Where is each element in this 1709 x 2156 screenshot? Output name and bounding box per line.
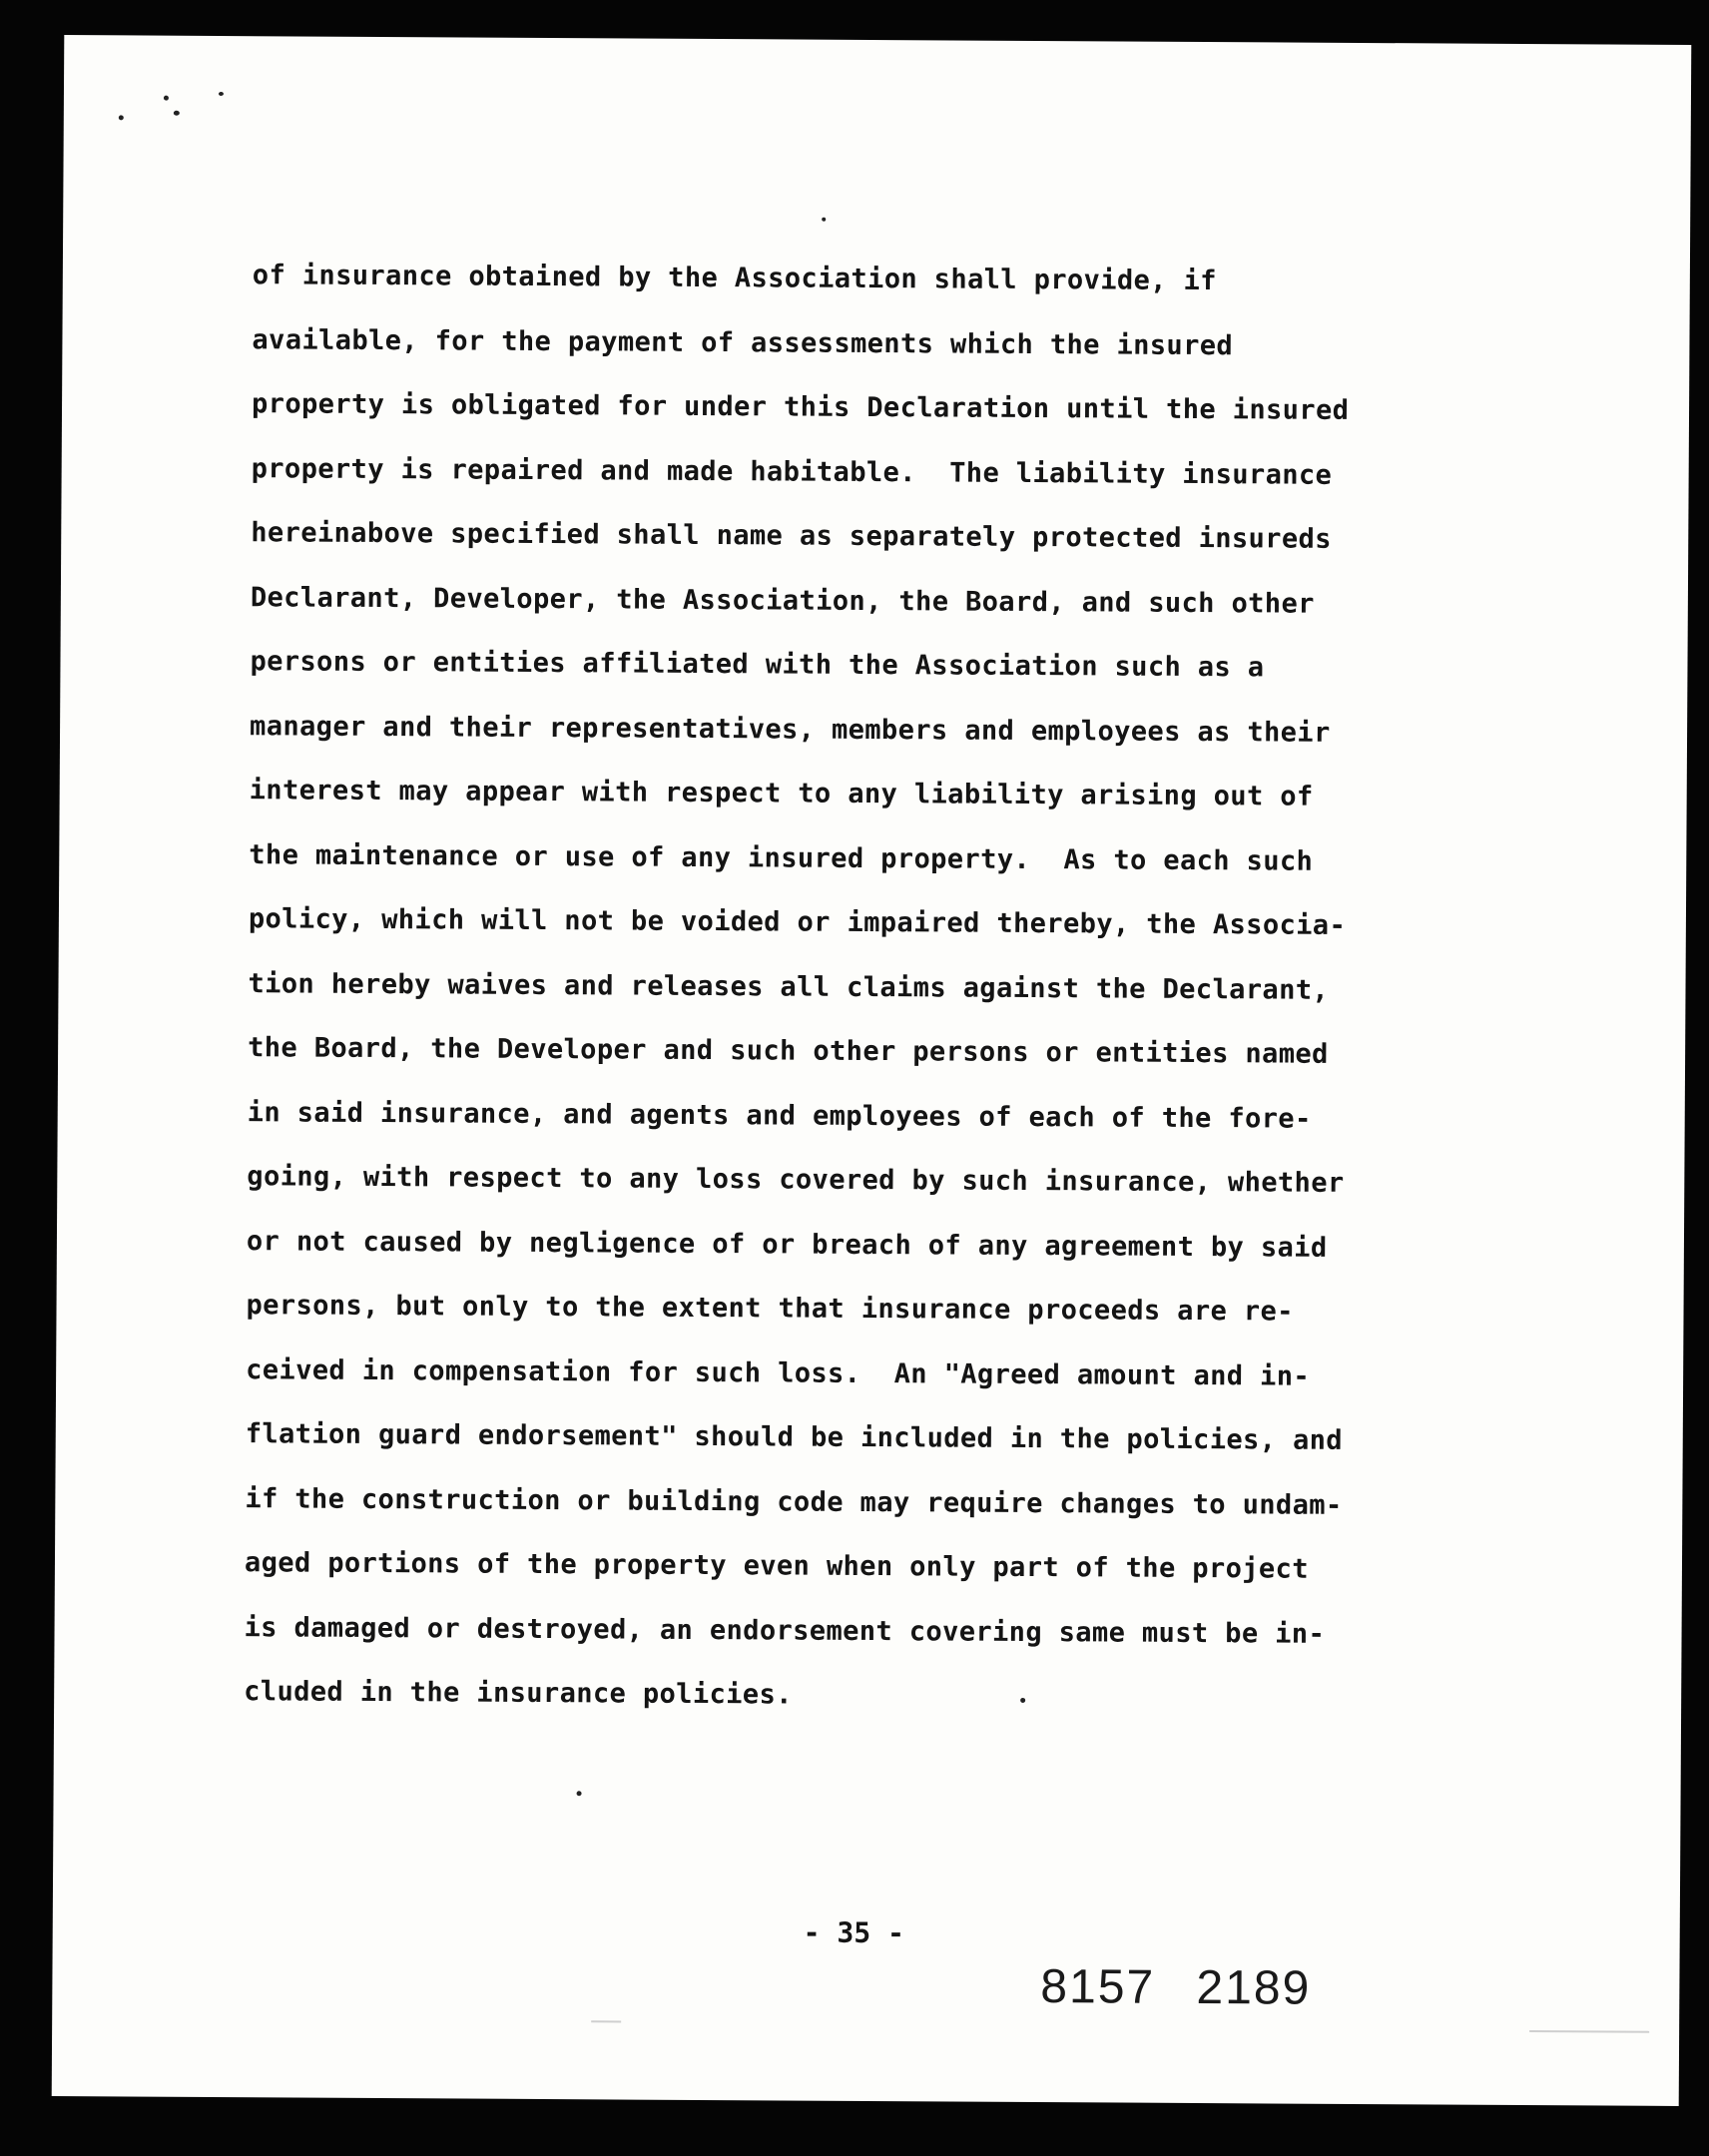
text-line: policy, which will not be voided or impaired thereby, the Associa- bbox=[248, 903, 1347, 941]
text-line: hereinabove specified shall name as separately protected insureds bbox=[251, 517, 1332, 555]
scan-speck bbox=[822, 218, 826, 222]
page-number: - 35 - bbox=[803, 1915, 904, 1950]
text-line: Declarant, Developer, the Association, the Board, and such other bbox=[250, 581, 1315, 620]
text-line: tion hereby waives and releases all claims against the Declarant, bbox=[248, 967, 1330, 1006]
body-text bbox=[244, 244, 1590, 1733]
text-line: property is obligated for under this Declaration until the insured bbox=[251, 388, 1350, 426]
scan-edge-noise bbox=[591, 2020, 621, 2022]
scan-speck bbox=[219, 92, 224, 96]
document-code-number: 8157 2189 bbox=[1040, 1960, 1312, 2015]
text-line: manager and their representatives, members and employees as their bbox=[250, 710, 1331, 749]
scan-edge-noise bbox=[1529, 2030, 1649, 2033]
text-line: is damaged or destroyed, an endorsement covering same must be in- bbox=[244, 1611, 1326, 1650]
text-line: property is repaired and made habitable. The liability insurance bbox=[251, 452, 1333, 491]
text-line: ceived in compensation for such loss. An "Agreed amount and in- bbox=[246, 1353, 1311, 1392]
scan-speck bbox=[1020, 1698, 1025, 1703]
scan-speck bbox=[164, 96, 169, 101]
text-line: flation guard endorsement" should be included in the policies, and bbox=[245, 1418, 1344, 1456]
text-line: going, with respect to any loss covered by such insurance, whether bbox=[247, 1161, 1345, 1199]
text-line: persons, but only to the extent that insurance proceeds are re- bbox=[246, 1290, 1294, 1328]
text-line: aged portions of the property even when only part of the project bbox=[244, 1547, 1310, 1585]
scan-speck bbox=[174, 111, 180, 116]
document-page bbox=[52, 35, 1692, 2106]
scan-speck bbox=[577, 1791, 582, 1796]
scan-speck bbox=[119, 115, 124, 120]
text-line: the Board, the Developer and such other persons or entities named bbox=[248, 1032, 1329, 1070]
text-line: if the construction or building code may require changes to undam- bbox=[245, 1482, 1343, 1521]
text-line: persons or entities affiliated with the Association such as a bbox=[250, 646, 1265, 684]
text-line: the maintenance or use of any insured property. As to each such bbox=[249, 838, 1314, 877]
text-line: available, for the payment of assessments which the insured bbox=[252, 323, 1234, 361]
text-line: interest may appear with respect to any liability arising out of bbox=[249, 775, 1314, 812]
text-line: or not caused by negligence of or breach of any agreement by said bbox=[246, 1225, 1328, 1264]
text-line: cluded in the insurance policies. bbox=[244, 1676, 793, 1711]
text-line: of insurance obtained by the Association shall provide, if bbox=[252, 260, 1217, 297]
text-line: in said insurance, and agents and employees of each of the fore- bbox=[247, 1096, 1312, 1135]
